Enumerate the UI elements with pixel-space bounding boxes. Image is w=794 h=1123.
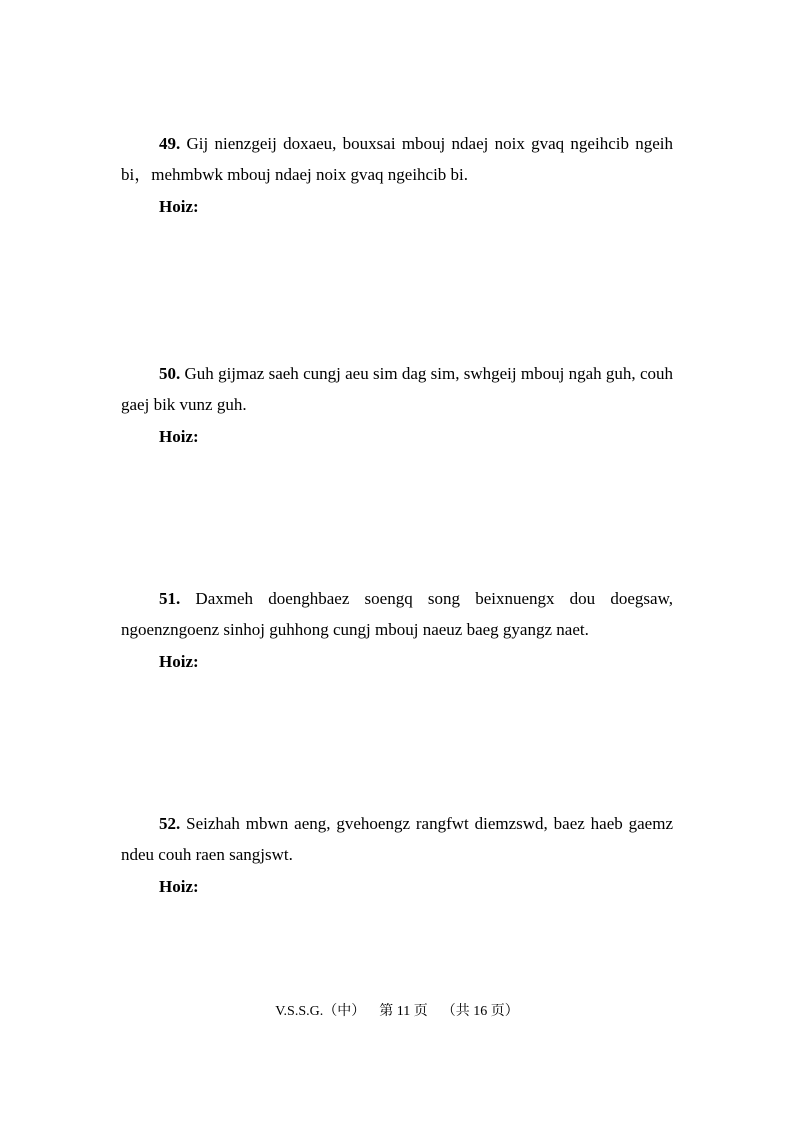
question-51-number: 51.	[159, 589, 181, 608]
question-50-text	[121, 358, 673, 420]
question-49-text	[121, 128, 673, 190]
question-52-text	[121, 808, 673, 870]
question-51	[121, 583, 673, 674]
question-51-body: Daxmeh doenghbaez soengq song beixnuengx dou doegsaw, ngoenzngoenz sinhoj guhhong cungj mbouj naeuz baeg gyangz naet.	[121, 589, 673, 639]
footer-exam-code: V.S.S.G.（中）	[275, 1004, 366, 1019]
question-51-answer-label: Hoiz:	[159, 652, 199, 671]
question-51-text	[121, 583, 673, 645]
question-49-answer-label: Hoiz:	[159, 197, 199, 216]
question-49	[121, 128, 673, 219]
page-footer	[0, 1002, 794, 1022]
question-50-body: Guh gijmaz saeh cungj aeu sim dag sim, swhgeij mbouj ngah guh, couh gaej bik vunz guh.	[121, 364, 673, 414]
question-50-answer-label: Hoiz:	[159, 427, 199, 446]
question-49-body: Gij nienzgeij doxaeu, bouxsai mbouj ndaej noix gvaq ngeihcib ngeih bi，mehmbwk mbouj ndaej noix gvaq ngeihcib bi.	[121, 134, 673, 184]
question-49-number: 49.	[159, 134, 181, 153]
question-52	[121, 808, 673, 899]
question-52-body: Seizhah mbwn aeng, gvehoengz rangfwt diemzswd, baez haeb gaemz ndeu couh raen sangjswt.	[121, 814, 673, 864]
question-52-number: 52.	[159, 814, 181, 833]
footer-page-info: 第 11 页	[379, 1004, 428, 1019]
footer-total-pages: （共 16 页）	[441, 1004, 519, 1019]
question-50-number: 50.	[159, 364, 181, 383]
question-50	[121, 358, 673, 449]
question-52-answer-label: Hoiz:	[159, 877, 199, 896]
